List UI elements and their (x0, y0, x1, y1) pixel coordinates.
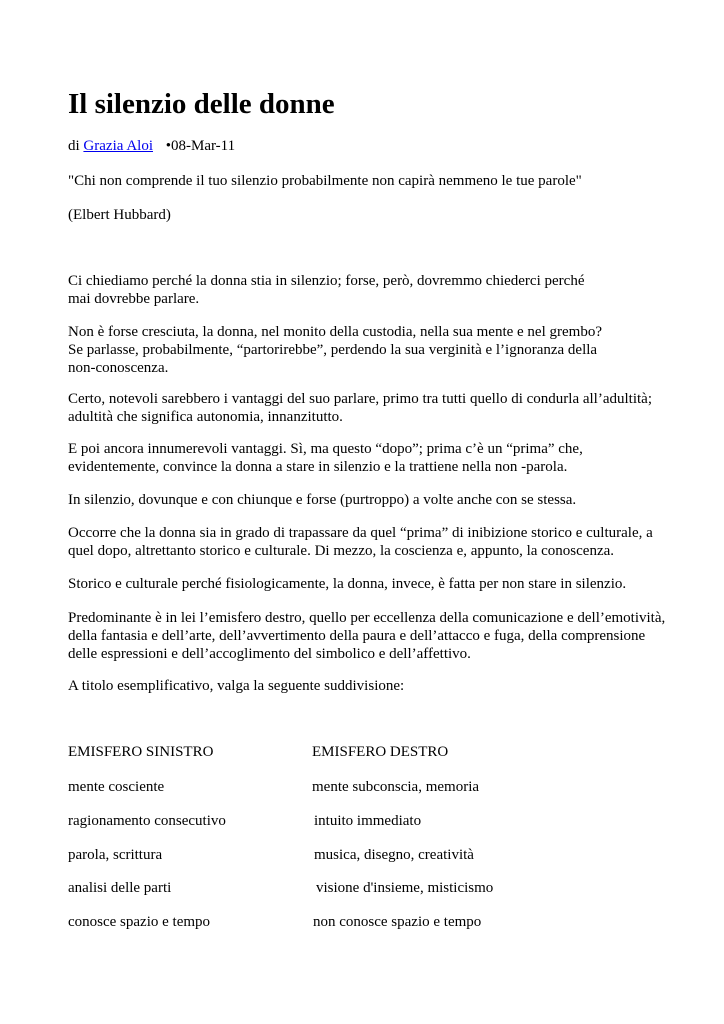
header-left-hemisphere: EMISFERO SINISTRO (68, 744, 214, 760)
paragraph-4: E poi ancora innumerevoli vantaggi. Sì, ma questo “dopo”; prima c’è un “prima” che, evidentemente, convince la donna a stare in silenzio e la trattiene nella non -parola. (68, 441, 583, 475)
row-left: ragionamento consecutivo (68, 813, 226, 829)
row-left: analisi delle parti (68, 880, 172, 896)
row-left: conosce spazio e tempo (68, 914, 211, 930)
paragraph-2: Non è forse cresciuta, la donna, nel monito della custodia, nella sua mente e nel grembo? Se parlasse, probabilmente, “partorirebbe”, perdendo la sua verginità e l’ignoranza della non-conoscenza. (68, 324, 602, 376)
epigraph-source: (Elbert Hubbard) (68, 207, 171, 223)
header-right-hemisphere: EMISFERO DESTRO (312, 744, 449, 760)
row-right: mente subconscia, memoria (312, 779, 480, 795)
row-left: mente cosciente (68, 779, 165, 795)
row-right: visione d'insieme, misticismo (316, 880, 494, 896)
row-right: non conosce spazio e tempo (313, 914, 482, 930)
paragraph-7: Storico e culturale perché fisiologicamente, la donna, invece, è fatta per non stare in silenzio. (68, 576, 627, 592)
paragraph-9: A titolo esemplificativo, valga la seguente suddivisione: (68, 678, 405, 694)
row-right: musica, disegno, creatività (314, 847, 474, 863)
paragraph-8: Predominante è in lei l’emisfero destro, quello per eccellenza della comunicazione e dell’emotività, della fantasia e dell’arte, dell’avvertimento della paura e dell’attacco e fuga, della comprensione delle espressioni e dell’accoglimento del simbolico e dell’affettivo. (68, 610, 666, 662)
row-left: parola, scrittura (68, 847, 163, 863)
paragraph-5: In silenzio, dovunque e con chiunque e forse (purtroppo) a volte anche con se stessa. (68, 492, 577, 508)
row-right: intuito immediato (314, 813, 422, 829)
byline-prefix: di (68, 138, 84, 154)
paragraph-1: Ci chiediamo perché la donna stia in silenzio; forse, però, dovremmo chiederci perché mai dovrebbe parlare. (68, 273, 585, 307)
paragraph-6: Occorre che la donna sia in grado di trapassare da quel “prima” di inibizione storico e culturale, a quel dopo, altrettanto storico e culturale. Di mezzo, la coscienza e, appunto, la conoscenza. (68, 525, 653, 559)
author-link[interactable]: Grazia Aloi (83, 138, 153, 154)
byline (68, 137, 235, 155)
article-title: Il silenzio delle donne (68, 88, 335, 120)
publish-date: •08-Mar-11 (165, 138, 236, 154)
paragraph-3: Certo, notevoli sarebbero i vantaggi del suo parlare, primo tra tutti quello di condurla all’adultità; adultità che significa autonomia, innanzitutto. (68, 391, 652, 425)
epigraph-quote: "Chi non comprende il tuo silenzio probabilmente non capirà nemmeno le tue parole" (68, 173, 582, 189)
